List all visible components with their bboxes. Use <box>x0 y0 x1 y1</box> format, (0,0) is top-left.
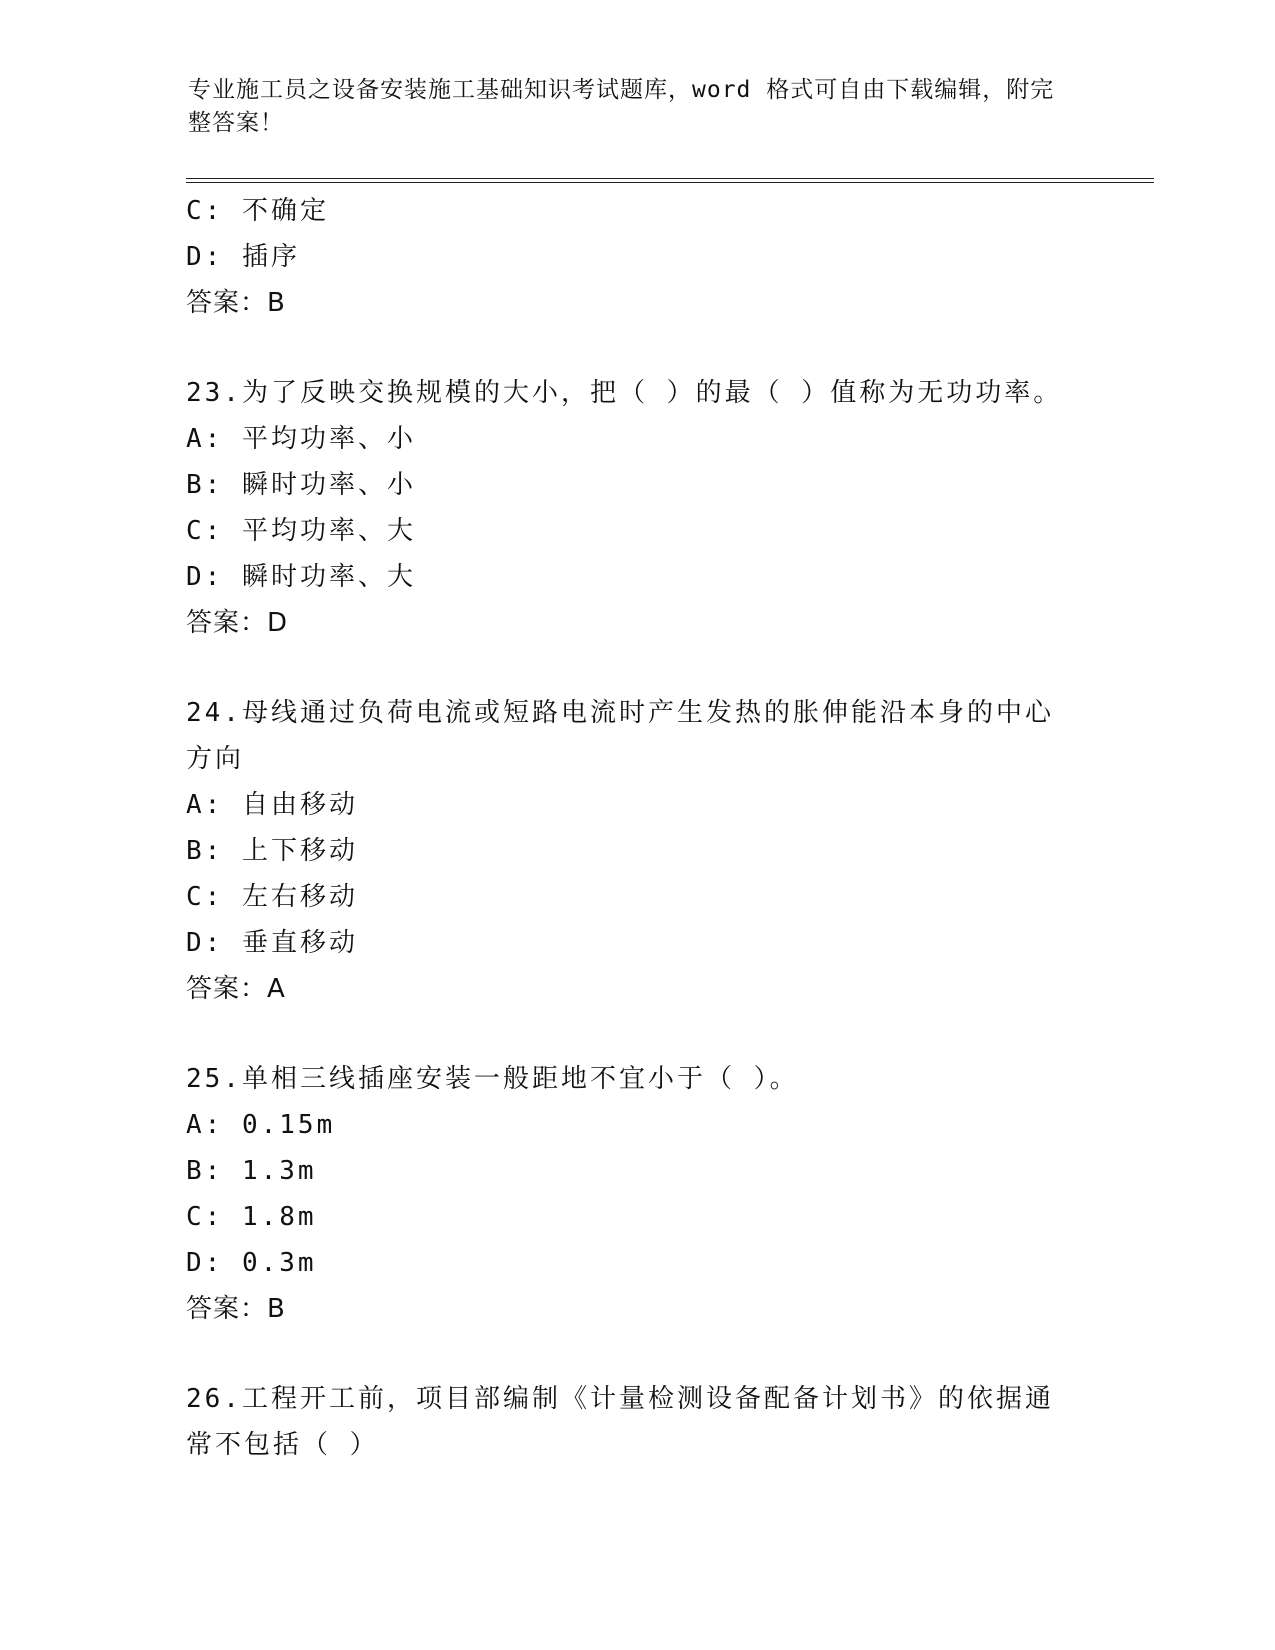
spacer <box>186 1332 1086 1376</box>
option-a: A: 0.15m <box>186 1110 336 1140</box>
document-header <box>188 74 1068 140</box>
header-rule-bottom <box>186 182 1154 183</box>
option-c: C: 1.8m <box>186 1202 317 1232</box>
header-rule-top <box>186 178 1154 179</box>
spacer <box>186 326 1086 370</box>
question-stem: 23.为了反映交换规模的大小，把（ ）的最（ ）值称为无功功率。 <box>186 378 1063 408</box>
answer-line: 答案：B <box>186 288 286 318</box>
question-26 <box>186 1376 1086 1468</box>
option-c: C: 不确定 <box>186 196 329 226</box>
option-c: C: 左右移动 <box>186 882 358 912</box>
option-a: A: 平均功率、小 <box>186 424 416 454</box>
question-stem: 24.母线通过负荷电流或短路电流时产生发热的胀伸能沿本身的中心方向 <box>186 698 1054 774</box>
option-b: B: 1.3m <box>186 1156 317 1186</box>
option-b: B: 上下移动 <box>186 836 358 866</box>
option-c: C: 平均功率、大 <box>186 516 416 546</box>
question-24 <box>186 690 1086 1012</box>
option-d: D: 插序 <box>186 242 300 272</box>
option-d: D: 0.3m <box>186 1248 317 1278</box>
answer-line: 答案：D <box>186 608 289 638</box>
answer-line: 答案：A <box>186 974 286 1004</box>
question-list <box>186 188 1086 1468</box>
spacer <box>186 1012 1086 1056</box>
option-b: B: 瞬时功率、小 <box>186 470 416 500</box>
question-25 <box>186 1056 1086 1332</box>
option-d: D: 瞬时功率、大 <box>186 562 416 592</box>
option-d: D: 垂直移动 <box>186 928 358 958</box>
question-22-partial <box>186 188 1086 326</box>
header-line-2: 整答案！ <box>188 110 284 136</box>
question-stem: 26.工程开工前，项目部编制《计量检测设备配备计划书》的依据通常不包括（ ） <box>186 1384 1054 1460</box>
answer-line: 答案：B <box>186 1294 286 1324</box>
question-stem: 25.单相三线插座安装一般距地不宜小于（ ）。 <box>186 1064 799 1094</box>
header-line-1: 专业施工员之设备安装施工基础知识考试题库，word 格式可自由下载编辑，附完 <box>188 77 1055 103</box>
spacer <box>186 646 1086 690</box>
question-23 <box>186 370 1086 646</box>
option-a: A: 自由移动 <box>186 790 358 820</box>
